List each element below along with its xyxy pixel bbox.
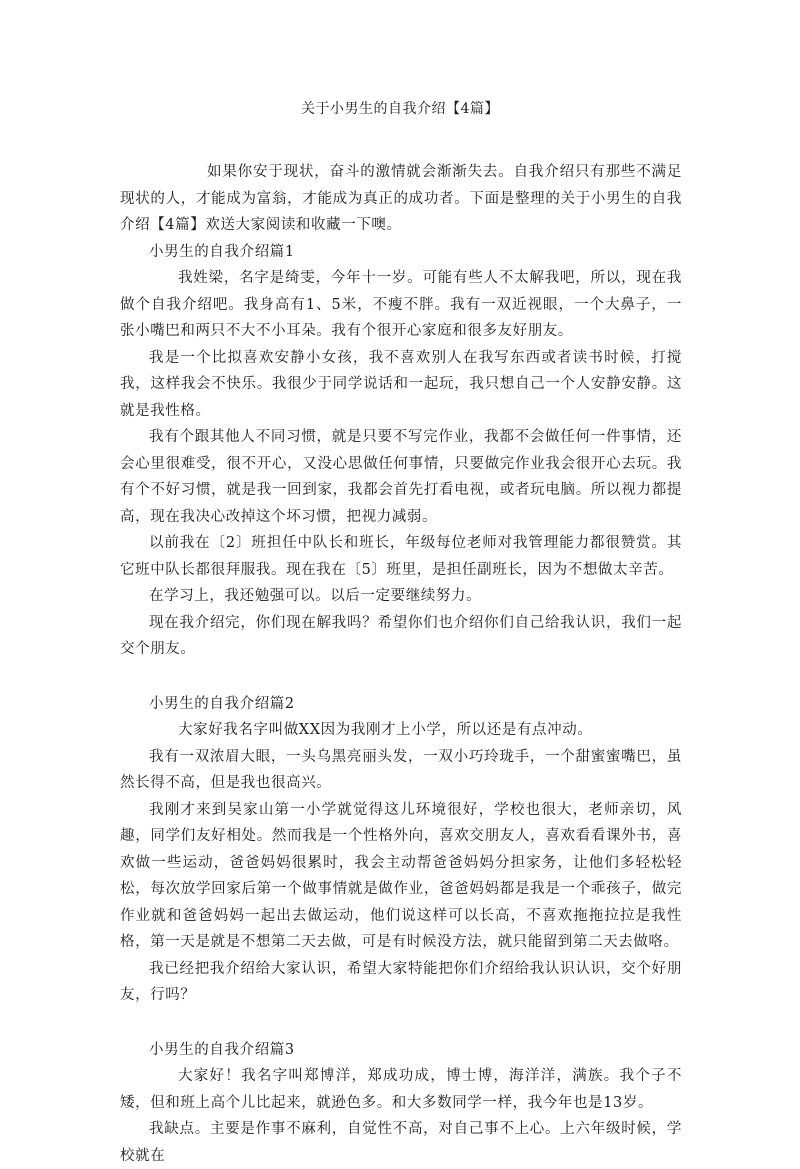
section-3-paragraph-2: 我缺点。主要是作事不麻利，自觉性不高，对自己事不上心。上六年级时候，学校就在 [120, 1121, 682, 1164]
section-2-paragraph-1: 大家好我名字叫做XX因为我刚才上小学，所以还是有点冲动。 [178, 722, 593, 738]
section-2-paragraph-3: 我刚才来到吴家山第一小学就觉得这儿环境很好，学校也很大，老师亲切，风趣，同学们友好相处。然而我是一个性格外向，喜欢交朋友人，喜欢看看课外书，喜欢做一些运动，爸爸妈妈很累时，我会主动帮爸爸妈妈分担家务，让他们多轻松轻松，每次放学回家后第一个做事情就是做作业，爸爸妈妈都是我是一个乖孩子，做完作业就和爸爸妈妈一起出去做运动，他们说这样可以长高，不喜欢拖拖拉拉是我性格，第一天是就是不想第二天去做，可是有时候没方法，就只能留到第二天去做咯。 [120, 801, 682, 950]
section-2-paragraph-4: 我已经把我介绍给大家认识，希望大家特能把你们介绍给我认识认识，交个好朋友，行吗？ [120, 960, 682, 1003]
document-body [120, 159, 682, 1169]
document-title: 关于小男生的自我介绍【4篇】 [301, 101, 499, 117]
section-1-paragraph-2: 我是一个比拟喜欢安静小女孩，我不喜欢别人在我写东西或者读书时候，打搅我，这样我会不快乐。我很少于同学说话和一起玩，我只想自己一个人安静安静。这就是我性格。 [120, 349, 682, 419]
section-3-paragraph-1: 大家好！我名字叫郑博洋，郑成功成，博士博，海洋洋，满族。我个子不矮，但和班上高个儿比起来，就逊色多。和大多数同学一样，我今年也是13岁。 [120, 1068, 682, 1111]
section-heading-1: 小男生的自我介绍篇1 [149, 243, 295, 260]
section-spacer [120, 1009, 682, 1037]
section-heading-2: 小男生的自我介绍篇2 [149, 695, 295, 712]
section-1-paragraph-5: 在学习上，我还勉强可以。以后一定要继续努力。 [149, 588, 482, 604]
section-spacer [120, 663, 682, 691]
section-heading-3: 小男生的自我介绍篇3 [149, 1041, 295, 1058]
section-1-paragraph-1: 我姓梁，名字是绮雯，今年十一岁。可能有些人不太解我吧，所以，现在我做个自我介绍吧。我身高有1、5米，不瘦不胖。我有一双近视眼，一个大鼻子，一张小嘴巴和两只不大不小耳朵。我有个很开心家庭和很多友好朋友。 [120, 270, 682, 339]
section-1-paragraph-6: 现在我介绍完，你们现在解我吗？希望你们也介绍你们自己给我认识，我们一起交个朋友。 [120, 614, 682, 657]
section-1-paragraph-4: 以前我在〔2〕班担任中队长和班长，年级每位老师对我管理能力都很赞赏。其它班中队长都很拜服我。现在我在〔5〕班里，是担任副班长，因为不想做太辛苦。 [120, 535, 682, 578]
section-1-paragraph-3: 我有个跟其他人不同习惯，就是只要不写完作业，我都不会做任何一件事情，还会心里很难受，很不开心，又没心思做任何事情，只要做完作业我会很开心去玩。我有个不好习惯，就是我一回到家，我都会首先打看电视，或者玩电脑。所以视力都提高，现在我决心改掉这个坏习惯，把视力减弱。 [120, 429, 682, 525]
section-2-paragraph-2: 我有一双浓眉大眼，一头乌黑亮丽头发，一双小巧玲珑手，一个甜蜜蜜嘴巴，虽然长得不高，但是我也很高兴。 [120, 748, 682, 791]
intro-paragraph: 如果你安于现状，奋斗的激情就会渐渐失去。自我介绍只有那些不满足现状的人，才能成为富翁，才能成为真正的成功者。下面是整理的关于小男生的自我介绍【4篇】欢送大家阅读和收藏一下噢。 [120, 164, 682, 233]
